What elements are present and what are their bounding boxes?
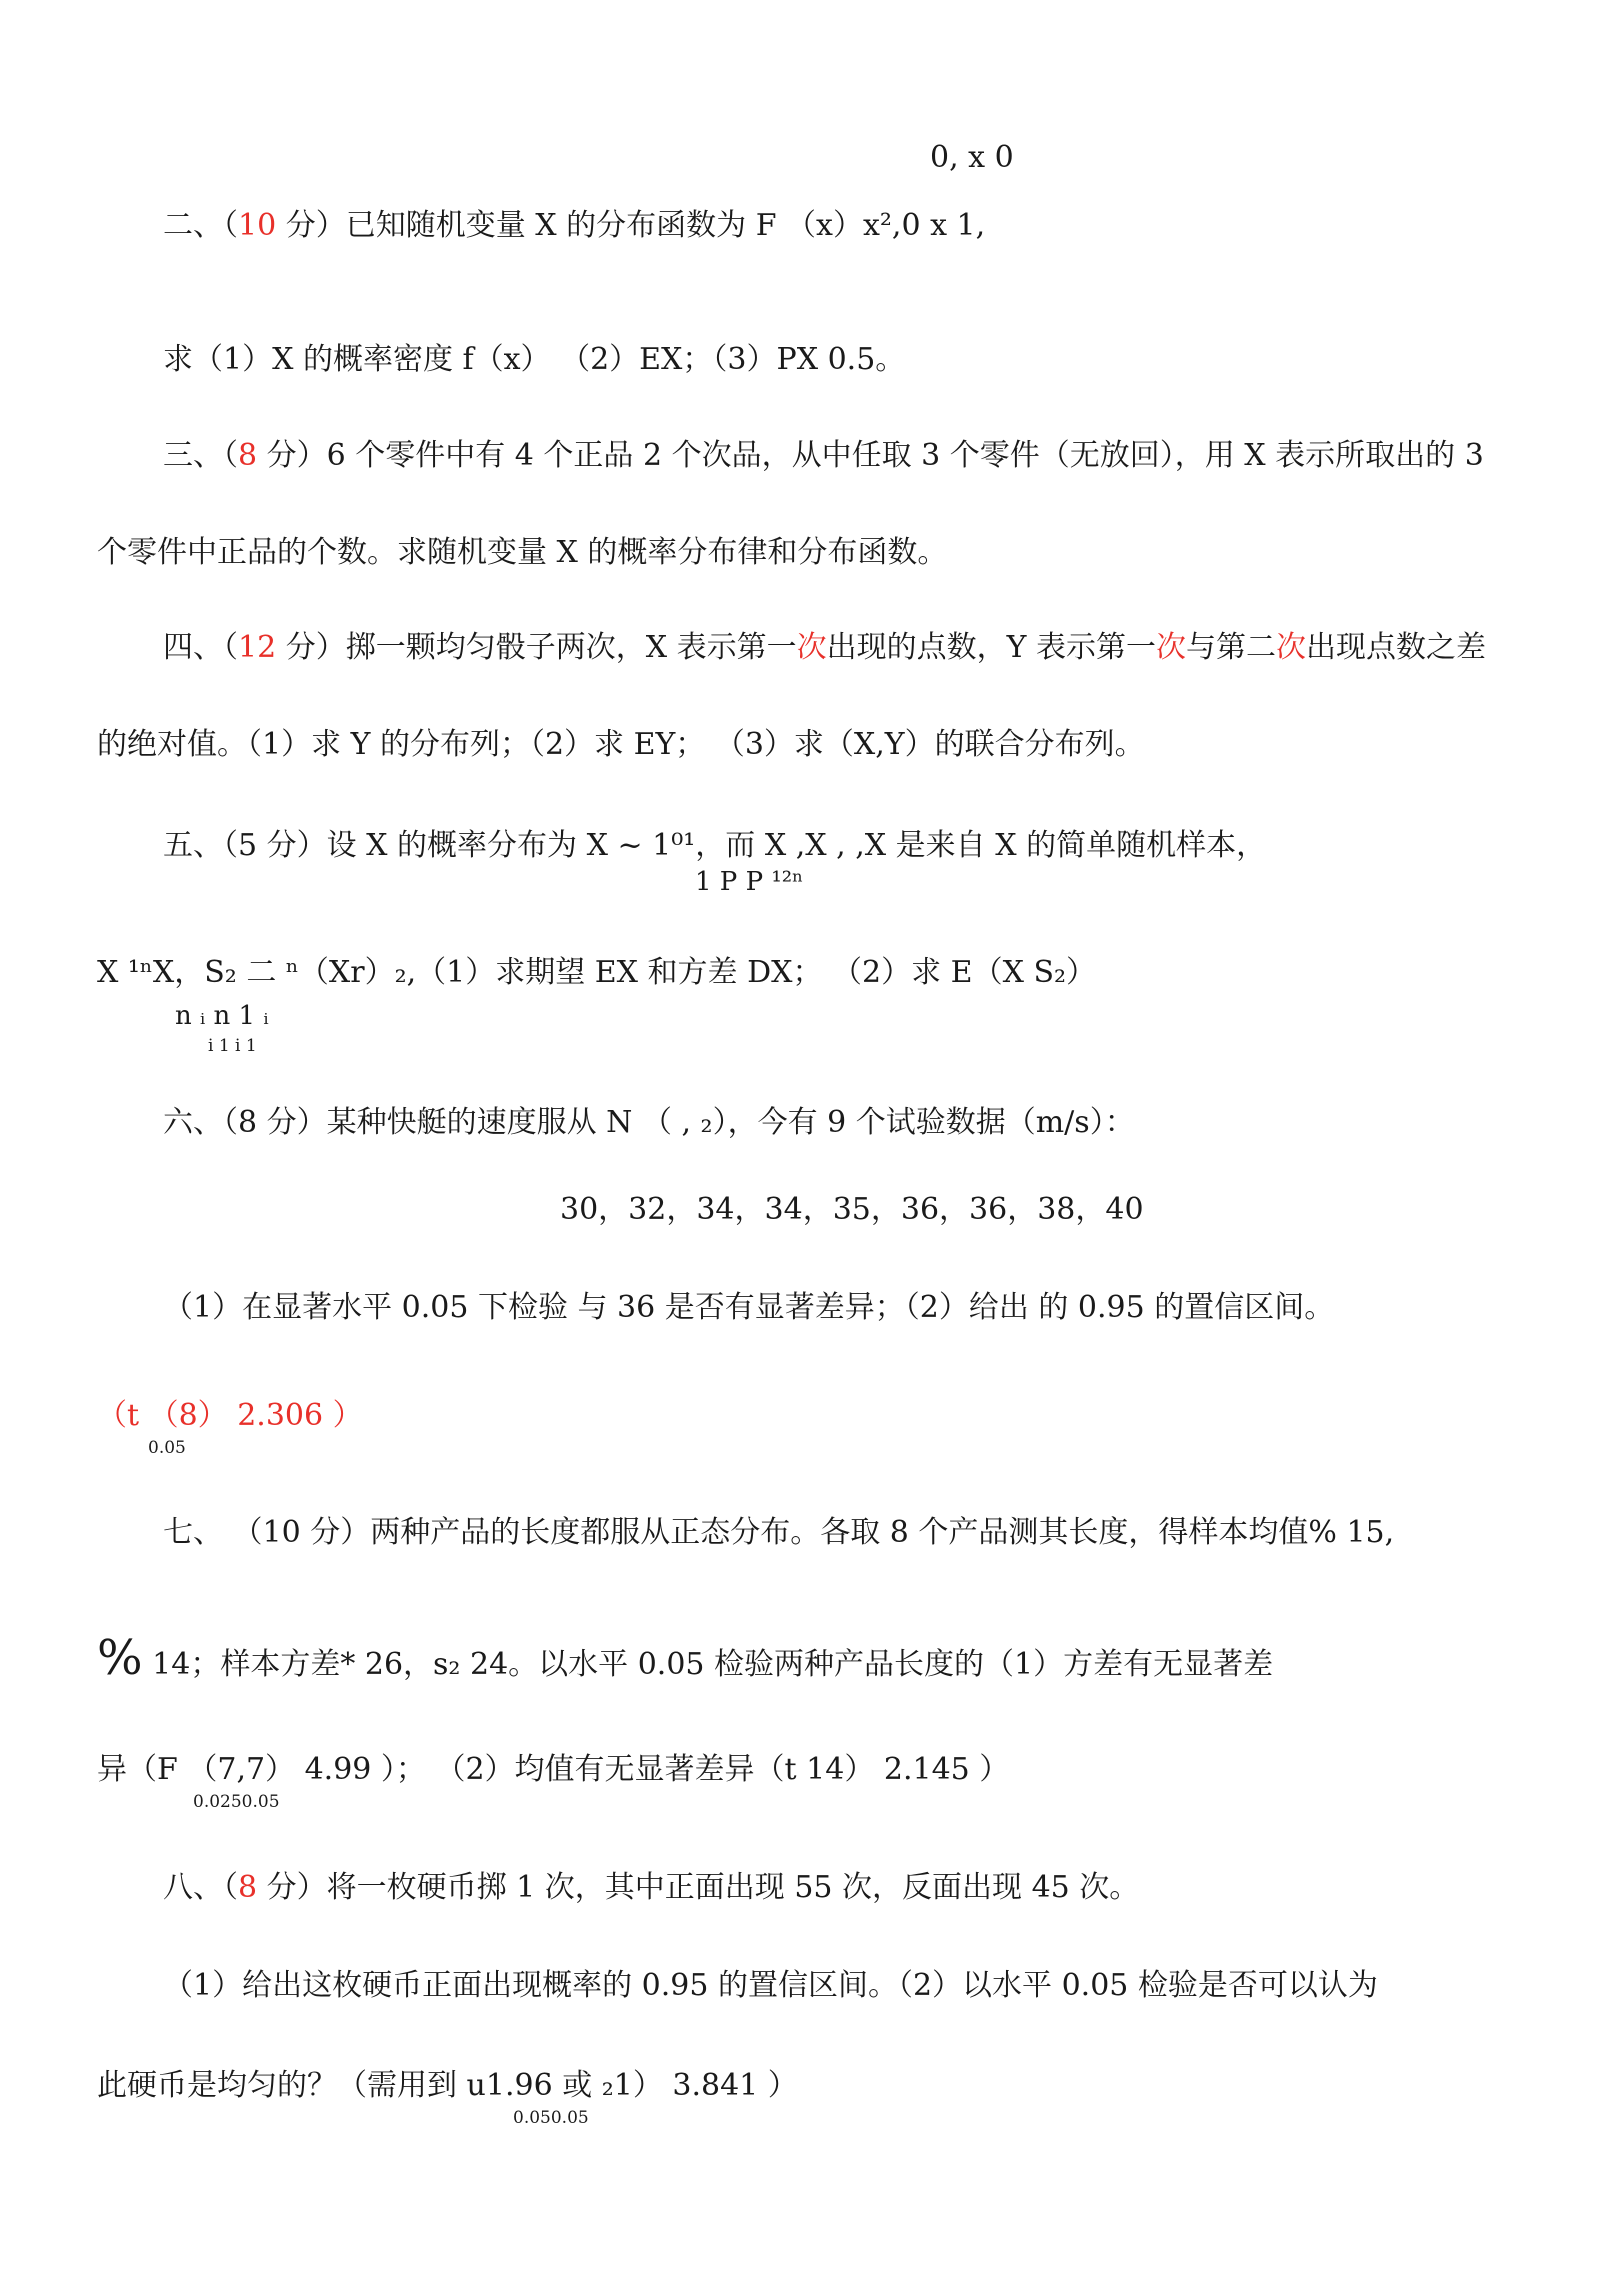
q6-note: （t （8） 2.306 ） [97, 1398, 363, 1433]
q2-prefix: 二、（ [163, 208, 238, 243]
q5-line2-sub: n ᵢ n 1 ᵢ [175, 1001, 269, 1031]
q4-seg4: 与第二 [1185, 630, 1276, 665]
q4-ci3: 次 [1275, 630, 1306, 665]
q4-seg5: 出现点数之差 [1305, 630, 1486, 665]
q8-line1 [163, 1870, 1139, 1906]
q4-ci1: 次 [796, 630, 827, 665]
q7-line2-text: 14；样本方差* 26，s₂ 24。以水平 0.05 检验两种产品长度的（1）方差有无显著差 [142, 1647, 1274, 1682]
q8-line3: 此硬币是均匀的？（需用到 u1.96 或 ₂1） 3.841 ） [97, 2068, 798, 2103]
q8-prefix: 八、（ [163, 1870, 238, 1905]
q4-seg2: 分）掷一颗均匀骰子两次，X 表示第一 [276, 630, 797, 665]
q8-line3-sub: 0.050.05 [513, 2108, 589, 2128]
q7-line3: 异（F （7,7） 4.99 ）； （2）均值有无显著差异（t 14） 2.145 ） [97, 1752, 1010, 1787]
q4-seg3: 出现的点数，Y 表示第一 [826, 630, 1156, 665]
q5-line2: X ¹ⁿX，S₂ 二 ⁿ（Xr）₂,（1）求期望 EX 和方差 DX； （2）求 E（X S₂） [97, 955, 1097, 990]
q3-line1 [163, 438, 1484, 474]
q5-line2-sub2: i 1 i 1 [208, 1036, 257, 1056]
q2-line1 [163, 208, 985, 244]
q6-line1: 六、（8 分）某种快艇的速度服从 N （ , ₂），今有 9 个试验数据（m/s）： [163, 1105, 1135, 1140]
q4-seg1: 四、（ [163, 630, 238, 665]
q5-line1: 五、（5 分）设 X 的概率分布为 X ~ 1⁰¹，而 X ,X , ,X 是来自 X 的简单随机样本， [163, 828, 1267, 863]
q3-line2: 个零件中正品的个数。求随机变量 X 的概率分布律和分布函数。 [97, 535, 948, 570]
q2-text: 分）已知随机变量 X 的分布函数为 F （x）x²,0 x 1, [276, 208, 986, 243]
q3-prefix: 三、（ [163, 438, 238, 473]
q8-text: 分）将一枚硬币掷 1 次，其中正面出现 55 次，反面出现 45 次。 [257, 1870, 1140, 1905]
q4-ci2: 次 [1155, 630, 1186, 665]
q8-line2: （1）给出这枚硬币正面出现概率的 0.95 的置信区间。（2）以水平 0.05 检验是否可以认为 [163, 1968, 1378, 2003]
q4-line2: 的绝对值。（1）求 Y 的分布列；（2）求 EY； （3）求（X,Y）的联合分布列。 [97, 727, 1145, 762]
q2-score: 10 [238, 208, 277, 243]
q7-line1: 七、 （10 分）两种产品的长度都服从正态分布。各取 8 个产品测其长度，得样本均值% 15, [163, 1515, 1395, 1550]
q6-note-sub: 0.05 [148, 1438, 186, 1458]
q2-line2: 求（1）X 的概率密度 f（x） （2）EX；（3）PX 0.5。 [163, 342, 906, 377]
q4-line1 [163, 630, 1486, 666]
q5-line1-sub: 1 P P ¹²ⁿ [695, 867, 804, 897]
q7-percent-symbol: % [97, 1630, 143, 1686]
q7-line2 [97, 1630, 1274, 1686]
q3-score: 8 [238, 438, 258, 473]
q6-line3: （1）在显著水平 0.05 下检验 与 36 是否有显著差异；（2）给出 的 0.95 的置信区间。 [163, 1290, 1335, 1325]
q3-text: 分）6 个零件中有 4 个正品 2 个次品，从中任取 3 个零件（无放回），用 X 表示所取出的 3 [257, 438, 1484, 473]
q6-data: 30，32，34，34，35，36，36，38，40 [560, 1192, 1144, 1227]
q8-score: 8 [238, 1870, 258, 1905]
q4-score: 12 [238, 630, 277, 665]
piecewise-row-top: 0, x 0 [930, 140, 1014, 175]
q7-line3-sub: 0.0250.05 [193, 1792, 280, 1812]
